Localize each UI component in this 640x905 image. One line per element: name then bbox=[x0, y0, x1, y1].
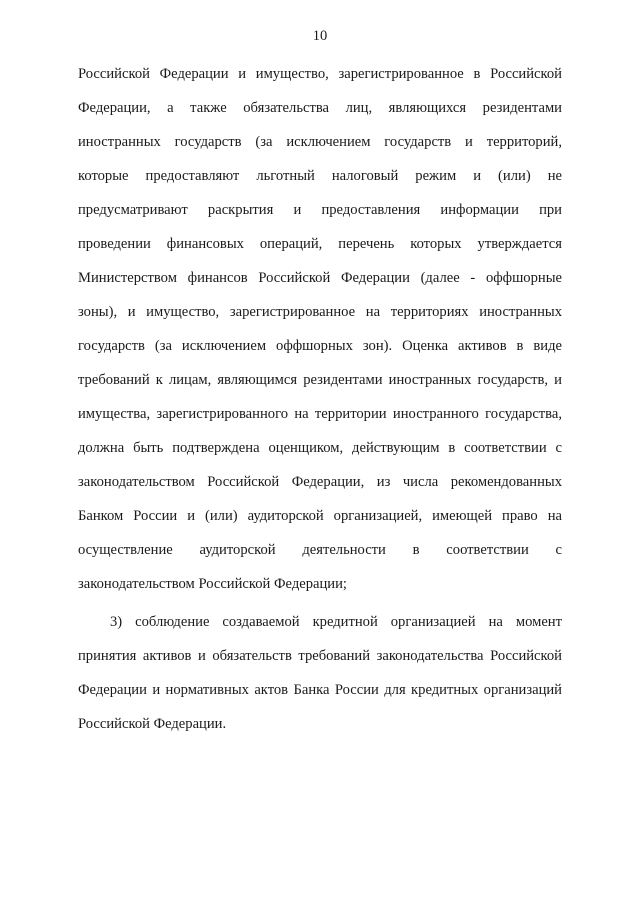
paragraph-item-3 bbox=[78, 612, 562, 748]
text-line: должна быть подтверждена оценщиком, действующим в соответствии с bbox=[78, 440, 562, 456]
text-line: зоны), и имущество, зарегистрированное на территориях иностранных bbox=[78, 304, 562, 320]
text-line: Российской Федерации и имущество, зарегистрированное в Российской bbox=[78, 66, 562, 82]
text-line: требований к лицам, являющимся резидентами иностранных государств, и bbox=[78, 372, 562, 388]
text-line: иностранных государств (за исключением государств и территорий, bbox=[78, 134, 562, 150]
document-body bbox=[78, 64, 562, 748]
text-line: предусматривают раскрытия и предоставления информации при bbox=[78, 202, 562, 218]
text-line: принятия активов и обязательств требований законодательства Российской bbox=[78, 648, 562, 664]
text-line: Банком России и (или) аудиторской организацией, имеющей право на bbox=[78, 508, 562, 524]
text-line: 3) соблюдение создаваемой кредитной организацией на момент bbox=[110, 614, 562, 630]
text-line: Российской Федерации. bbox=[78, 716, 227, 732]
paragraph-continued bbox=[78, 64, 562, 608]
text-line: проведении финансовых операций, перечень которых утверждается bbox=[78, 236, 562, 252]
text-line: Министерством финансов Российской Федерации (далее - оффшорные bbox=[78, 270, 562, 286]
text-line: Федерации и нормативных актов Банка России для кредитных организаций bbox=[78, 682, 562, 698]
text-line: Федерации, а также обязательства лиц, являющихся резидентами bbox=[78, 100, 562, 116]
text-line: законодательством Российской Федерации; bbox=[78, 576, 347, 592]
text-line: имущества, зарегистрированного на территории иностранного государства, bbox=[78, 406, 562, 422]
text-line: которые предоставляют льготный налоговый режим и (или) не bbox=[78, 168, 562, 184]
text-line: осуществление аудиторской деятельности в соответствии с bbox=[78, 542, 562, 558]
text-line: законодательством Российской Федерации, из числа рекомендованных bbox=[78, 474, 562, 490]
page-number: 10 bbox=[312, 28, 328, 44]
text-line: государств (за исключением оффшорных зон). Оценка активов в виде bbox=[78, 338, 562, 354]
